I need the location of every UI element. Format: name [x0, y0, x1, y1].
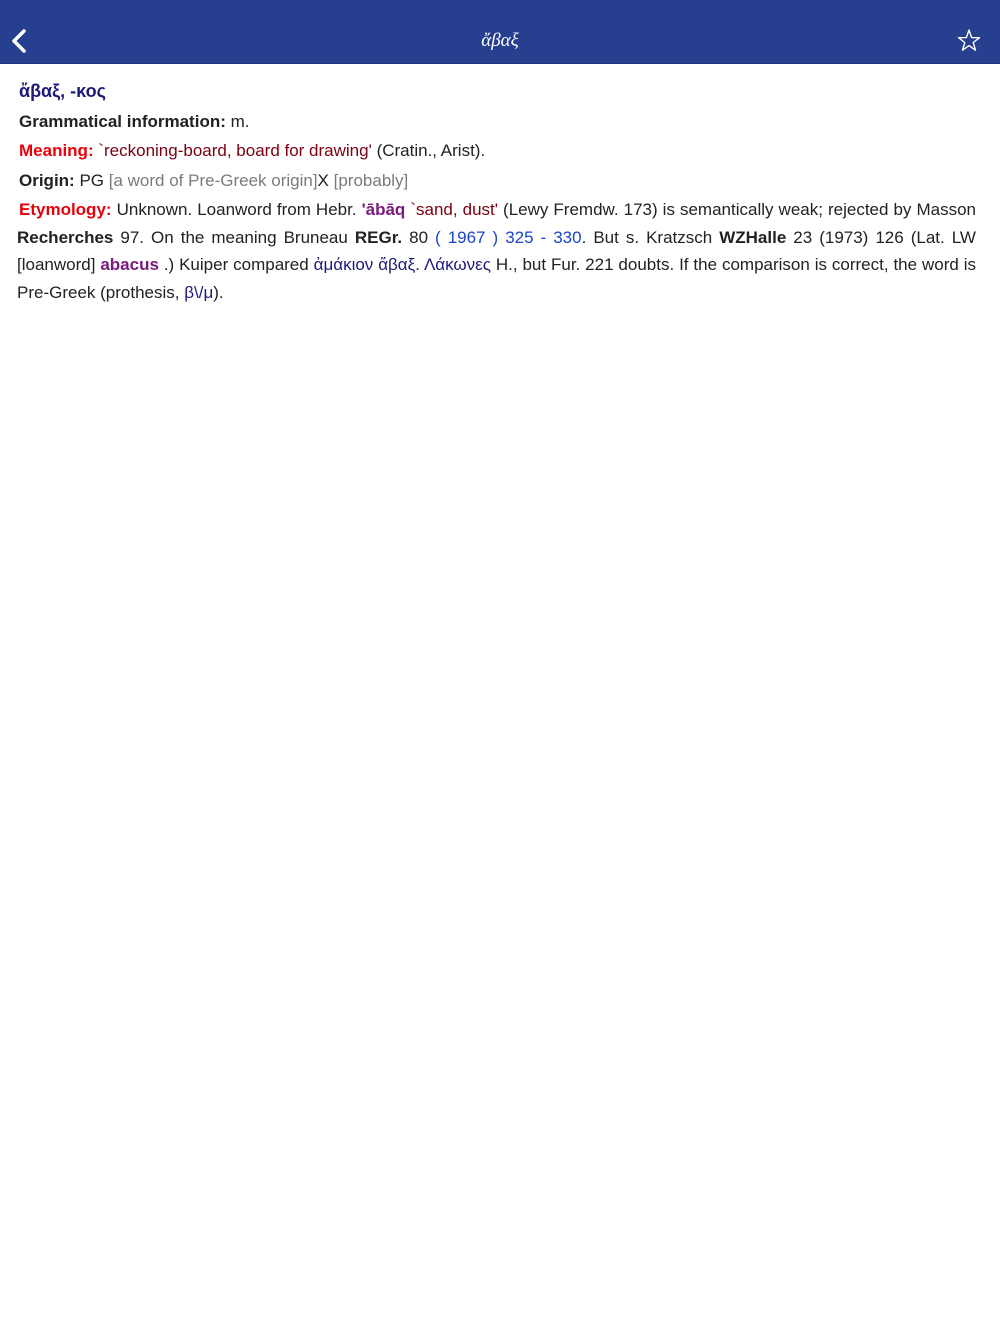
grammatical-info-line — [17, 107, 976, 137]
headword-line — [17, 77, 976, 107]
favorite-button[interactable] — [956, 28, 982, 54]
greek-word: ἀμάκιον ἄβαξ — [313, 255, 416, 274]
etymology-label: Etymology: — [19, 200, 112, 219]
etymology-text: H., but Fur. 221 doubts. If the comparison is correct, the word is Pre-Greek (prothesis, — [17, 255, 976, 302]
dictionary-entry — [17, 77, 976, 306]
reference-link[interactable]: ( 1967 ) 325 - 330 — [435, 227, 582, 247]
greek-word: β\/μ — [184, 282, 214, 302]
origin-label: Origin: — [19, 170, 75, 190]
page-title: ἄβαξ — [481, 30, 519, 51]
meaning-source: (Cratin., Arist). — [371, 141, 486, 160]
origin-value: PG — [74, 170, 105, 190]
star-outline-icon — [956, 28, 982, 54]
meaning-label: Meaning: — [19, 141, 94, 160]
reference-title: REGr. — [354, 227, 403, 247]
reference-title: Recherches — [17, 227, 114, 247]
hebrew-word: 'ābāq — [361, 200, 406, 219]
etymology-text: .) Kuiper compared — [158, 255, 314, 274]
latin-word: abacus — [100, 255, 159, 274]
meaning-gloss: `reckoning-board, board for drawing' — [93, 141, 372, 160]
headword: ἄβαξ, -κος — [19, 81, 106, 101]
etymology-text: ). — [213, 282, 224, 302]
origin-mark: X — [317, 170, 329, 190]
hebrew-gloss: `sand, dust' — [405, 200, 499, 219]
etymology-text: . — [415, 255, 424, 274]
origin-line — [17, 166, 976, 196]
origin-note-probably: [probably] — [328, 170, 409, 190]
reference-title: WZHalle — [719, 227, 787, 247]
etymology-text: . But s. Kratzsch — [581, 227, 720, 247]
grammatical-info-label: Grammatical information: — [19, 111, 226, 131]
etymology-text: 80 — [402, 227, 436, 247]
etymology-text: (Lewy Fremdw. 173) is semantically weak; rejected by Masson — [498, 200, 976, 219]
etymology-text: Unknown. Loanword from Hebr. — [111, 200, 362, 219]
meaning-line — [17, 136, 976, 166]
etymology-text: 97. On the meaning Bruneau — [113, 227, 355, 247]
origin-note: [a word of Pre-Greek origin] — [104, 170, 318, 190]
grammatical-info-value: m. — [225, 111, 250, 131]
etymology-text: 23 (1973) 126 (Lat. LW [loanword] — [17, 227, 976, 274]
etymology-paragraph — [17, 196, 976, 306]
top-navigation-bar — [0, 0, 1000, 64]
greek-word: Λάκωνες — [423, 255, 491, 274]
